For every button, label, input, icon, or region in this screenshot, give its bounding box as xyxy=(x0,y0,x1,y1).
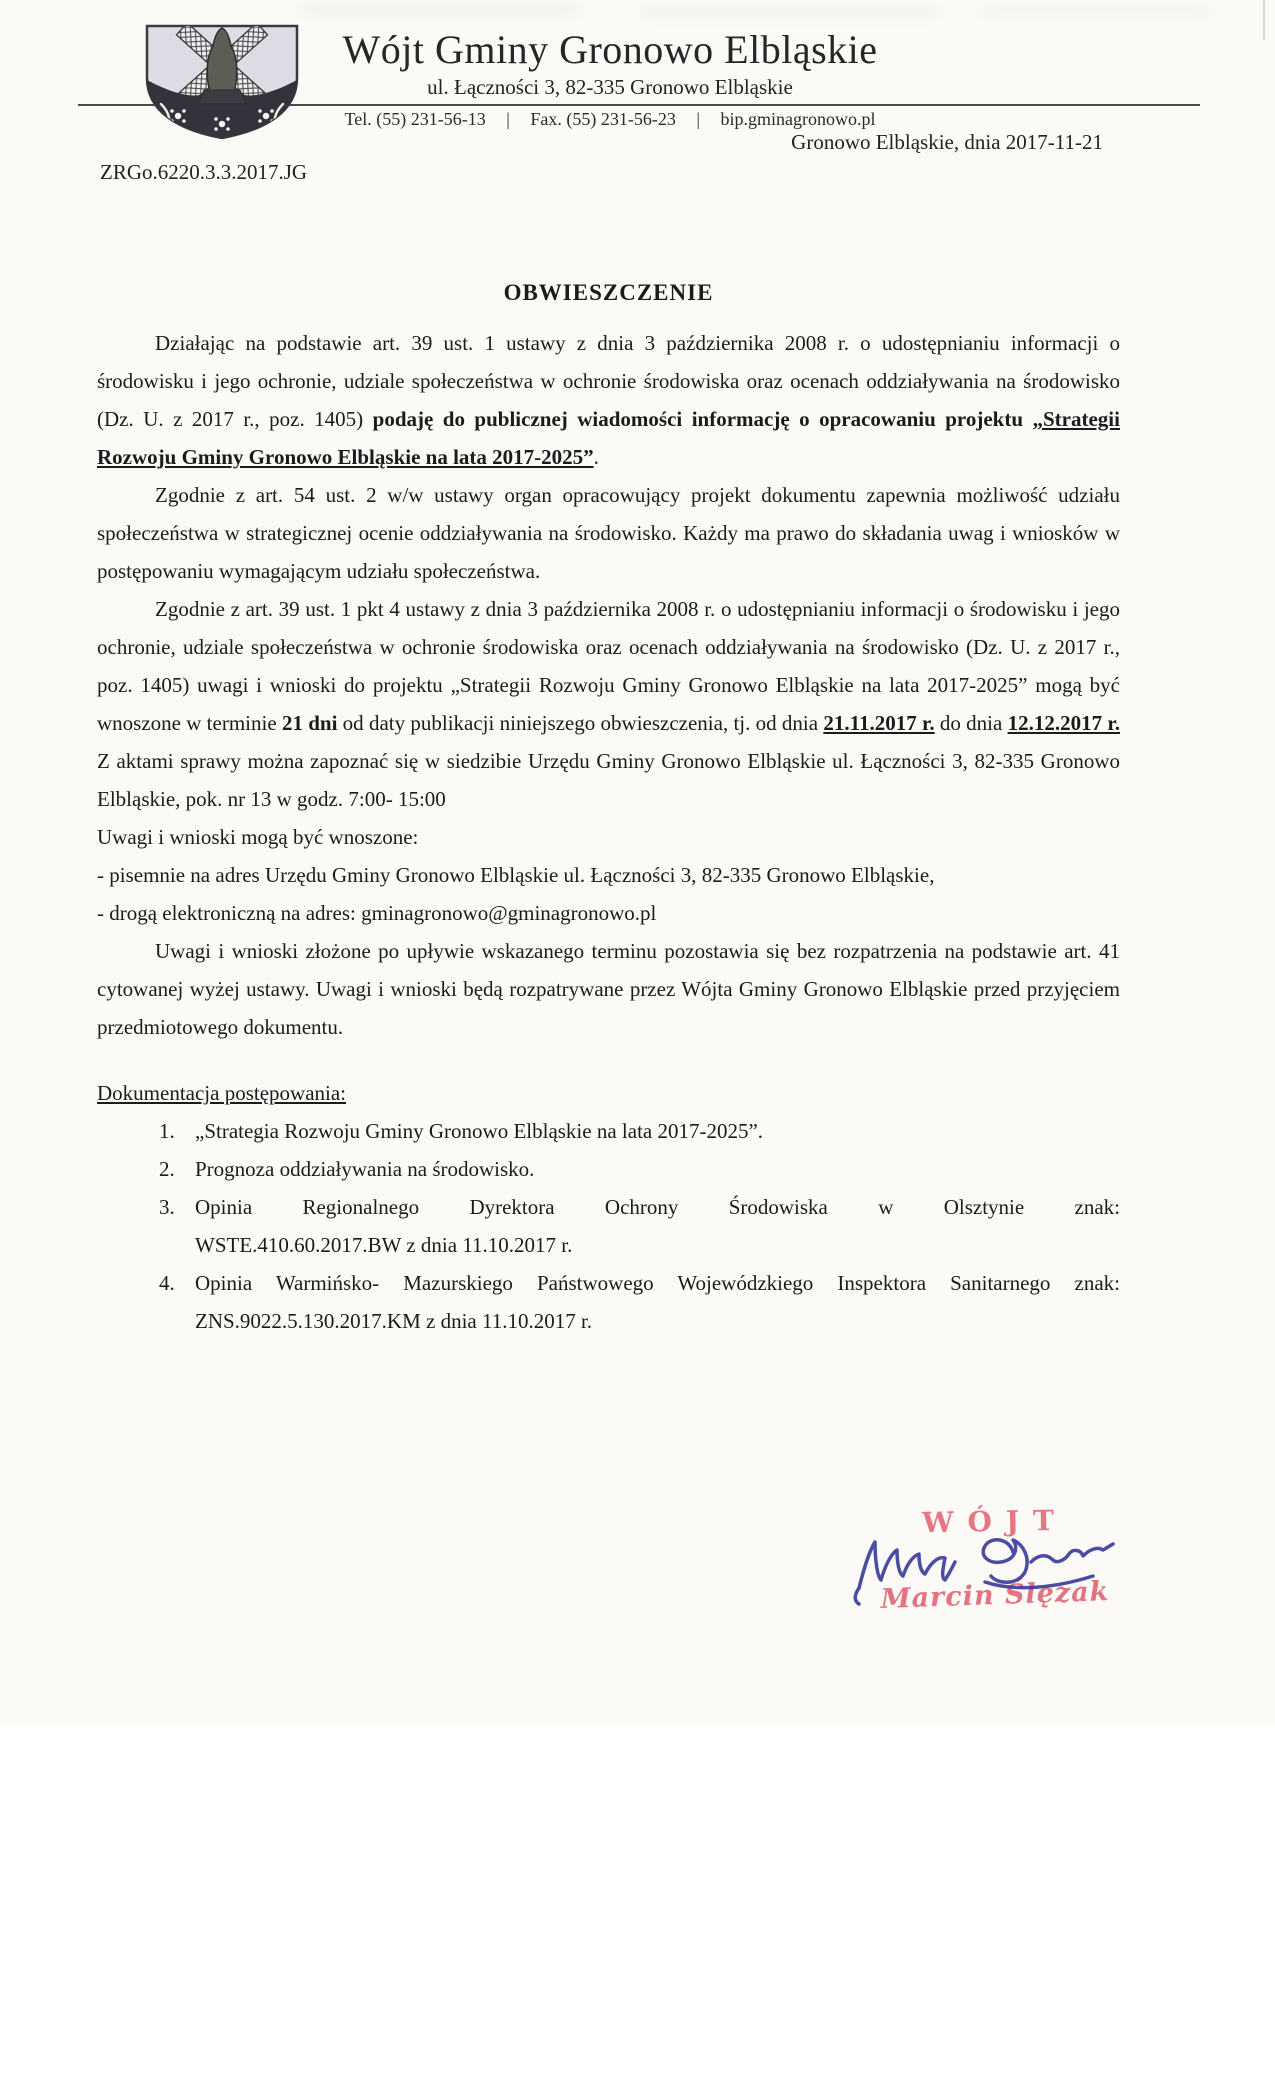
list-text: „Strategia Rozwoju Gminy Gronowo Elbląskie na lata 2017-2025”. xyxy=(195,1119,764,1143)
org-name: Wójt Gminy Gronowo Elbląskie xyxy=(342,27,878,72)
list-text: Opinia Regionalnego Dyrektora Ochrony Środowiska w Olsztynie znak: WSTE.410.60.2017.BW z dnia 11.10.2017 r. xyxy=(195,1195,1120,1257)
org-address: ul. Łączności 3, 82-335 Gronowo Elbląskie xyxy=(427,75,793,99)
document-title: OBWIESZCZENIE xyxy=(503,280,714,305)
list-number: 3. xyxy=(159,1195,175,1219)
letterhead xyxy=(260,28,960,100)
paragraph-3: Zgodnie z art. 39 ust. 1 pkt 4 ustawy z dnia 3 października 2008 r. o udostępnianiu informacji o środowisku i jego ochronie, udziale społeczeństwa w ochronie środowiska oraz ocenach oddziaływania na środowisko (Dz. U. z 2017 r., poz. 1405) uwagi i wnioski do projektu „Strategii Rozwoju Gminy Gronowo Elbląskie na lata 2017-2025” mogą być wnoszone w terminie 21 dni od daty publikacji niniejszego obwieszczenia, tj. od dnia 21.11.2017 r. do dnia 12.12.2017 r. Z aktami sprawy można zapoznać się w siedzibie Urzędu Gminy Gronowo Elbląskie ul. Łączności 3, 82-335 Gronowo Elbląskie, pok. nr 13 w godz. 7:00- 15:00 xyxy=(97,597,1121,811)
list-item xyxy=(97,1112,1120,1150)
scan-smudge xyxy=(640,6,940,18)
list-text: Opinia Warmińsko- Mazurskiego Państwowego Wojewódzkiego Inspektora Sanitarnego znak: ZNS.9022.5.130.2017.KM z dnia 11.10.2017 r. xyxy=(195,1271,1120,1333)
scan-smudge xyxy=(300,4,580,16)
fax-label: Fax. (55) 231-56-23 xyxy=(530,109,676,129)
document-body xyxy=(97,276,1120,1340)
tel-label: Tel. (55) 231-56-13 xyxy=(344,109,486,129)
documentation-heading: Dokumentacja postępowania: xyxy=(97,1081,347,1105)
deadline-days: 21 dni xyxy=(281,711,338,735)
handwritten-signature-icon xyxy=(845,1518,1145,1628)
paragraph-late-submissions: Uwagi i wnioski złożone po upływie wskazanego terminu pozostawia się bez rozpatrzenia na podstawie art. 41 cytowanej wyżej ustawy. Uwagi i wnioski będą rozpatrywane przez Wójta Gminy Gronowo Elbląskie przed przyjęciem przedmiotowego dokumentu. xyxy=(97,939,1120,1039)
reference-number: ZRGo.6220.3.3.2017.JG xyxy=(100,160,308,184)
list-item xyxy=(97,1150,1120,1188)
contact-row xyxy=(260,108,960,130)
website-label: bip.gminagronowo.pl xyxy=(720,109,876,129)
bold-announcement: podaję do publicznej wiadomości informację o opracowaniu projektu xyxy=(372,407,1033,431)
paragraph-1: Działając na podstawie art. 39 ust. 1 ustawy z dnia 3 października 2008 r. o udostępnianiu informacji o środowisku i jego ochronie, udziale społeczeństwa w ochronie środowiska oraz ocenach oddziaływania na środowisko (Dz. U. z 2017 r., poz. 1405) podaję do publicznej wiadomości informację o opracowaniu projektu „Strategii Rozwoju Gminy Gronowo Elbląskie na lata 2017-2025”. xyxy=(97,331,1120,469)
stamp-name: Marcin Ślęzak xyxy=(880,1576,1110,1615)
place-and-date: Gronowo Elbląskie, dnia 2017-11-21 xyxy=(791,130,1103,154)
paragraph-submission-intro: Uwagi i wnioski mogą być wnoszone: xyxy=(97,825,419,849)
end-date: 12.12.2017 r. xyxy=(1007,711,1121,735)
list-item xyxy=(97,1264,1120,1340)
strategy-title-underlined: „Strategii Rozwoju Gminy Gronowo Elbląskie na lata 2017-2025” xyxy=(97,407,1120,469)
paragraph-2: Zgodnie z art. 54 ust. 2 w/w ustawy organ opracowujący projekt dokumentu zapewnia możliwość udziału społeczeństwa w strategicznej ocenie oddziaływania na środowisko. Każdy ma prawo do składania uwag i wniosków w postępowaniu wymagającym udziału społeczeństwa. xyxy=(97,483,1120,583)
separator: | xyxy=(696,109,700,129)
paragraph-submission-email: - drogą elektroniczną na adres: gminagronowo@gminagronowo.pl xyxy=(97,901,657,925)
list-number: 4. xyxy=(159,1271,175,1295)
list-item xyxy=(97,1188,1120,1264)
scan-smudge xyxy=(980,5,1210,17)
list-text: Prognoza oddziaływania na środowisko. xyxy=(195,1157,535,1181)
start-date: 21.11.2017 r. xyxy=(823,711,935,735)
separator: | xyxy=(506,109,510,129)
stamp-title: WÓJT xyxy=(921,1503,1069,1540)
list-number: 1. xyxy=(159,1119,175,1143)
scan-edge-artifact xyxy=(1263,0,1265,40)
list-number: 2. xyxy=(159,1157,175,1181)
paragraph-submission-written: - pisemnie na adres Urzędu Gminy Gronowo Elbląskie ul. Łączności 3, 82-335 Gronowo Elbląskie, xyxy=(97,863,935,887)
